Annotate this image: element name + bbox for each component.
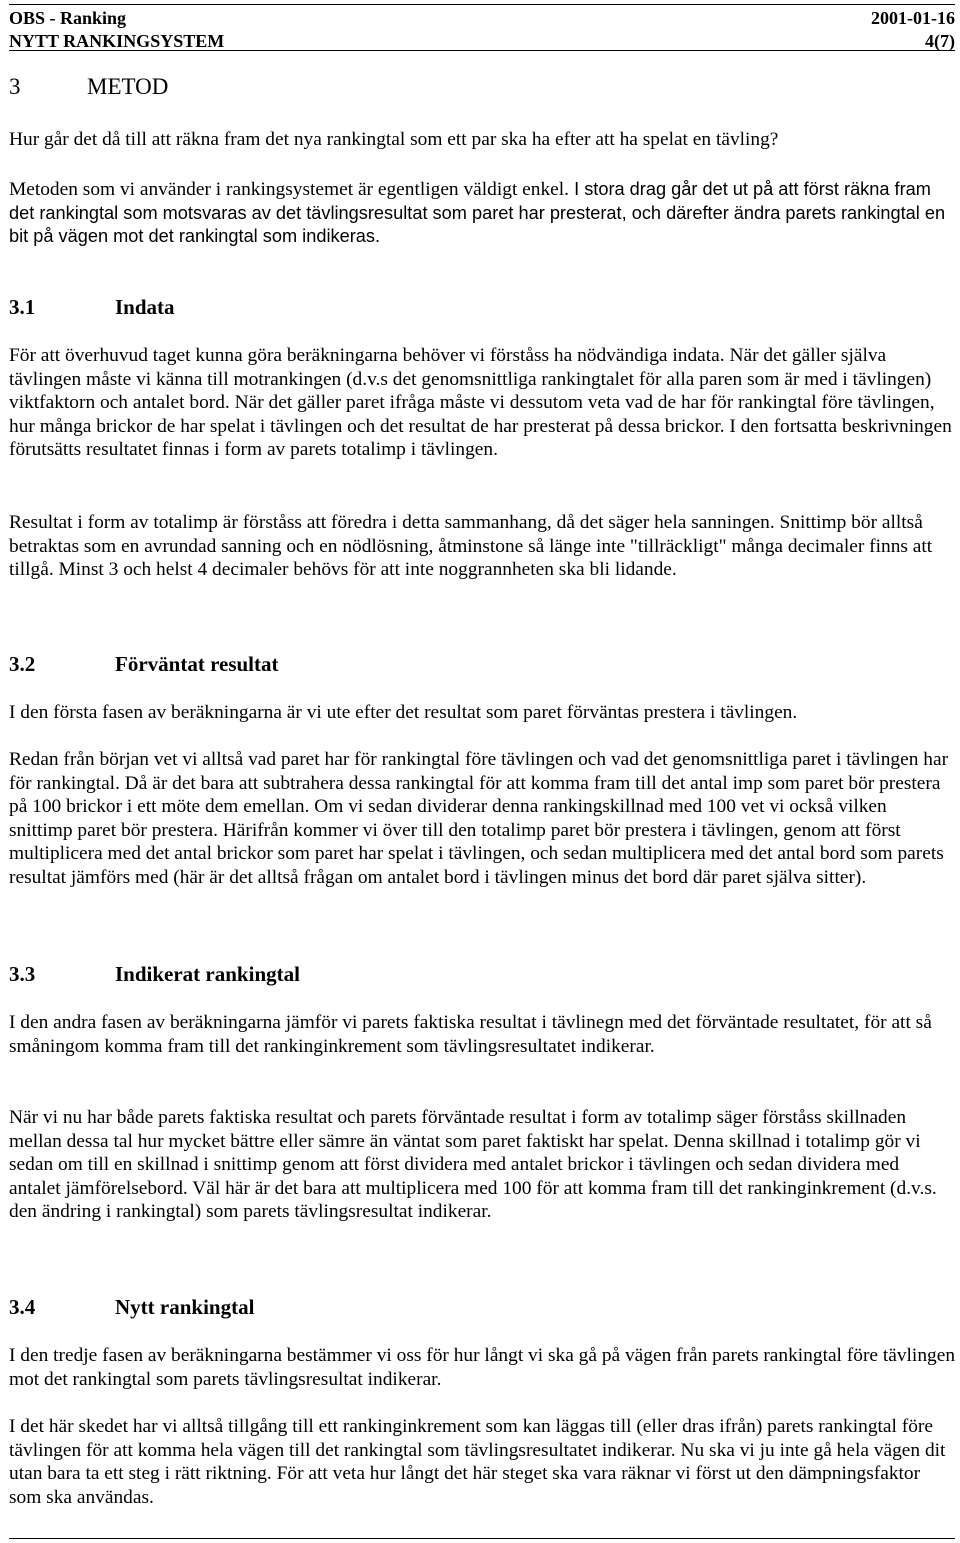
header-date: 2001-01-16 [871, 8, 955, 28]
section-heading-3-3 [9, 962, 300, 987]
section-heading-3-4 [9, 1295, 254, 1320]
section-3-1-paragraph-2: Resultat i form av totalimp är förståss att föredra i detta sammanhang, då det säger hela sanningen. Snittimp bör alltså betraktas som en avrundad sanning och en nödlösning, åtminstone så länge inte "tillräckligt" många decimaler finns att tillgå. Minst 3 och helst 4 decimaler behövs för att inte noggrannheten ska bli lidande. [9, 512, 933, 581]
section-3-4-paragraph-1: I den tredje fasen av beräkningarna bestämmer vi oss för hur långt vi ska gå på vägen från parets rankingtal före tävlingen mot det rankingtal som parets tävlingsresultat indikerar. [9, 1345, 956, 1390]
section-heading-3-1 [9, 295, 175, 320]
chapter-heading [9, 74, 168, 100]
section-number: 3.4 [9, 1295, 36, 1319]
footer-rule [9, 1538, 955, 1539]
section-3-2-paragraph-2: Redan från början vet vi alltså vad paret har för rankingtal före tävlingen och vad det genomsnittliga paret i tävlingen har för rankingtal. Då är det bara att subtrahera dessa rankingtal för att komma fram till det antal imp som paret bör prestera på 100 brickor i ett möte dem emellan. Om vi sedan dividerar denna rankingskillnad med 100 vet vi också vilken snittimp paret bör prestera. Härifrån kommer vi över till den totalimp paret bör prestera i tävlingen, genom att först multiplicera med det antal brickor som paret har spelat i tävlingen, och sedan multiplicera med det antal bord som parets resultat jämförs med (här är det alltså frågan om antalet bord i tävlingen minus det bord där paret själva sitter). [9, 749, 949, 888]
section-title: Förväntat resultat [115, 652, 279, 676]
intro-method-body: I stora drag går det ut på att först räkna fram det rankingtal som motsvaras av det tävlingsresultat som paret har presterat, och därefter ändra parets rankingtal en bit på vägen mot det rankingtal som indikeras. [9, 179, 946, 247]
intro-method [9, 178, 955, 249]
chapter-number: 3 [9, 74, 21, 99]
header-page-number: 4(7) [925, 31, 955, 51]
section-title: Indikerat rankingtal [115, 962, 300, 986]
document-page [9, 4, 956, 1508]
intro-question: Hur går det då till att räkna fram det nya rankingtal som ett par ska ha efter att ha spelat en tävling? [9, 129, 779, 150]
page-header [9, 4, 955, 51]
section-3-1-paragraph-1: För att överhuvud taget kunna göra beräkningarna behöver vi förståss ha nödvändiga indata. När det gäller själva tävlingen måste vi känna till motrankingen (d.v.s det genomsnittliga rankingtalet för alla paren som är med i tävlingen) viktfaktorn och antalet bord. När det gäller paret ifråga måste vi dessutom veta vad de har för rankingtal före tävlingen, hur många brickor de har spelat i tävlingen och det resultat de har presterat på dessa brickor. I den fortsatta beskrivningen förutsätts resultatet finnas i form av parets totalimp i tävlingen. [9, 345, 952, 461]
section-title: Indata [115, 295, 175, 319]
header-title: OBS - Ranking [9, 8, 127, 28]
section-3-4-paragraph-2: I det här skedet har vi alltså tillgång till ett rankinginkrement som kan läggas till (eller dras ifrån) parets rankingtal före tävlingen för att komma hela vägen till det rankingtal som tävlingsresultatet indikerar. Nu ska vi ju inte gå hela vägen dit utan bara ta ett steg i rätt riktning. För att veta hur långt det här steget ska vara räknar vi först ut den dämpningsfaktor som ska användas. [9, 1416, 946, 1508]
chapter-title: METOD [87, 74, 169, 99]
section-heading-3-2 [9, 652, 279, 677]
intro-method-lead: Metoden som vi använder i rankingsystemet är egentligen väldigt enkel. [9, 179, 570, 200]
section-number: 3.1 [9, 295, 36, 319]
section-3-2-paragraph-1: I den första fasen av beräkningarna är vi ute efter det resultat som paret förväntas prestera i tävlingen. [9, 702, 798, 723]
section-3-3-paragraph-2: När vi nu har både parets faktiska resultat och parets förväntade resultat i form av totalimp säger förståss skillnaden mellan dessa tal hur mycket bättre eller sämre än väntat som paret faktiskt har spelat. Denna skillnad i totalimp gör vi sedan om till en skillnad i snittimp genom att först dividera med antalet brickor i tävlingen och sedan dividera med antalet jämförelsebord. Väl här är det bara att multiplicera med 100 för att komma fram till det rankinginkrement (d.v.s. den ändring i rankingtal) som parets tävlingsresultat indikerar. [9, 1107, 937, 1223]
header-subtitle: NYTT RANKINGSYSTEM [9, 31, 225, 51]
section-number: 3.2 [9, 652, 36, 676]
section-number: 3.3 [9, 962, 36, 986]
section-3-3-paragraph-1: I den andra fasen av beräkningarna jämför vi parets faktiska resultat i tävlinegn med det förväntade resultatet, för att så småningom komma fram till det rankinginkrement som tävlingsresultatet indikerar. [9, 1012, 932, 1057]
section-title: Nytt rankingtal [115, 1295, 255, 1319]
